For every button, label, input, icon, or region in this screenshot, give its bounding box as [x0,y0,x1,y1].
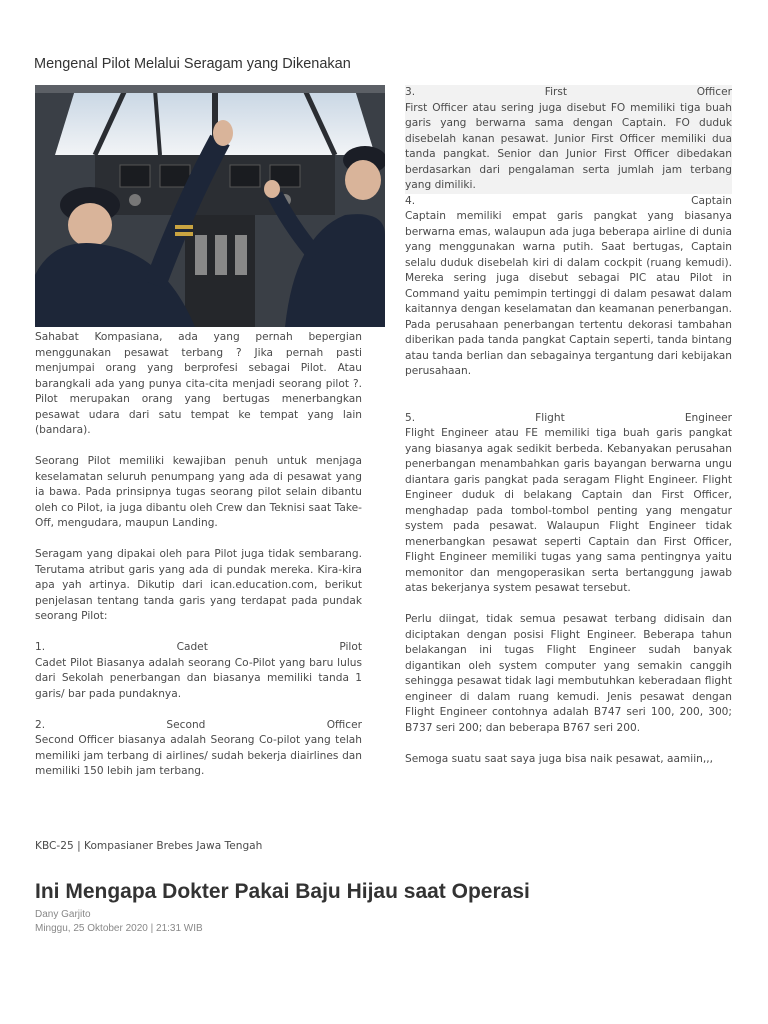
item-number: 5. [405,411,416,424]
item-text: First Officer atau sering juga disebut FO memiliki tiga buah garis yang berwarna sama dengan Captain. FO duduk disebelah kanan pesawat. Junior First Officer memiliki dua tanda pangkat. Senior dan Junior First Officer dibedakan berdasarkan dari pengalaman serta jumlah jam terbang yang dimiliki. [405,101,732,191]
item-captain [405,194,732,380]
closing-paragraph: Semoga suatu saat saya juga bisa naik pesawat, aamiin,,, [405,752,713,765]
item-text: Flight Engineer atau FE memiliki tiga buah garis pangkat yang biasanya agak sedikit berbeda. Kebanyakan perusahan penerbangan menambahkan garis bayangan berwarna ungu diantara garis pangkat pada seragam Flight Engineer. Flight Engineer duduk di belakang Captain dan First Officer, menghadap pada tombol-tombol penting yang mengatur system pada pesawat. Walaupun Flight Engineer tidak menerbangkan pesawat seperti Captain dan First Officer, Flight Engineer memiliki tugas yang sama pentingnya yaitu memonitor dan mengoperasikan serta bertanggung jawab atas bekerjanya system pesawat tersebut. [405,427,732,594]
item-heading [35,718,362,734]
cockpit-photo [35,85,385,327]
item-text: Cadet Pilot Biasanya adalah seorang Co-Pilot yang baru lulus dari Sekolah penerbangan dan biasanya memiliki tanda 1 garis/ bar pada pundaknya. [35,656,362,700]
intro-paragraph: Sahabat Kompasiana, ada yang pernah bepergian menggunakan pesawat terbang ? Jika pernah pasti menjumpai orang yang berprofesi sebagai Pilot. Atau barangkali ada yang punya cita-cita menjadi seorang pilot ?. Pilot merupakan orang yang bertugas menerbangkan pesawat udara dari satu tempat ke tempat yang lain (bandara). [35,331,362,436]
next-article-author[interactable]: Dany Garjito [35,909,91,920]
article-title: Mengenal Pilot Melalui Seragam yang Dikenakan [34,56,351,72]
item-name: Cadet [176,641,208,653]
right-column [405,85,732,767]
item-name: Captain [691,194,732,207]
item-heading [405,85,732,101]
item-number: 3. [405,86,416,98]
item-name-second: Officer [326,718,362,731]
item-first-officer [405,85,732,194]
left-column [35,330,362,780]
item-name: Flight [535,411,565,424]
item-cadet-pilot [35,640,362,702]
item-second-officer [35,718,362,780]
next-article-date: Minggu, 25 Oktober 2020 | 21:31 WIB [35,923,203,934]
item-flight-engineer [405,411,732,597]
item-heading [405,411,732,427]
item-name-second: Pilot [339,641,362,653]
item-text: Captain memiliki empat garis pangkat yang biasanya berwarna emas, walaupun ada juga beberapa airline di dunia yang menggunakan warna putih. Saat bertugas, Captain selalu duduk disebelah kiri di dalam cockpit (ruang kemudi). Mereka sering juga disebut sebagai PIC atau Pilot in Command yaitu pemimpin tertinggi di dalam pesawat dalam kaitannya dengan keselamatan dan keamanan penerbangan. Pada perusahaan penerbangan tertentu dekorasi tambahan diberikan pada tanda pangkat Captain seperti, tanda bintang atau tanda berlian dan sebagainya tergantung dari kebijakan perusahaan. [405,210,732,377]
item-name-second: Officer [696,86,732,98]
item-name: Second [166,718,206,731]
item-name-second: Engineer [684,411,732,424]
item-name: First [544,86,568,98]
item-heading [405,194,732,210]
item-number: 2. [35,718,46,731]
duties-paragraph: Seorang Pilot memiliki kewajiban penuh untuk menjaga keselamatan seluruh penumpang yang ada di pesawat yang ia bawa. Pada prinsipnya tugas seorang pilot selain dibantu oleh co Pilot, ia juga dibantu oleh Crew dan Teknisi saat Take-Off, mengudara, maupun Landing. [35,455,362,529]
next-article-title[interactable]: Ini Mengapa Dokter Pakai Baju Hijau saat Operasi [35,880,530,903]
item-heading [35,640,362,656]
item-number: 4. [405,194,416,207]
item-text: Second Officer biasanya adalah Seorang Co-pilot yang telah memiliki jam terbang di airlines/ sudah bekerja diairlines dan memiliki 150 lebih jam terbang. [35,734,362,777]
uniform-paragraph: Seragam yang dipakai oleh para Pilot juga tidak sembarang. Terutama atribut garis yang ada di pundak mereka. Kira-kira apa yah artinya. Dikutip dari ican.education.com, berikut penjelasan tentang tanda garis yang terdapat pada pundak seorang Pilot: [35,548,362,622]
author-signature: KBC-25 | Kompasianer Brebes Jawa Tengah [35,840,263,852]
item-number: 1. [35,641,46,653]
note-paragraph: Perlu diingat, tidak semua pesawat terbang didisain dan diciptakan dengan posisi Flight Engineer. Beberapa tahun belakangan ini tugas Flight Engineer sudah banyak digantikan oleh system computer yang semakin canggih sehingga pesawat tidak lagi membutuhkan keberadaan flight engineer di dalam ruang kemudi. Jenis pesawat dengan Flight Engineer contohnya adalah B747 seri 100, 200, 300; B737 seri 200; dan beberapa B767 seri 200. [405,613,732,734]
